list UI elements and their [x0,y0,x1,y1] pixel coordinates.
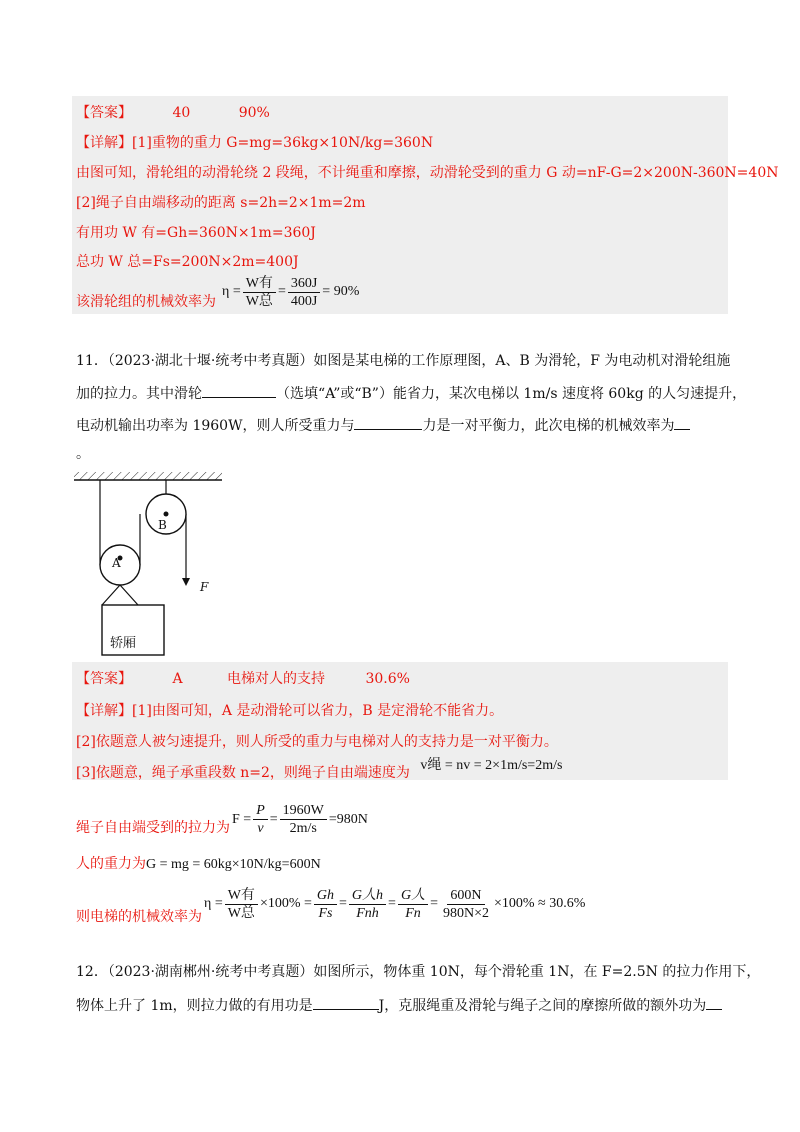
q11-answer-row [76,668,410,688]
pulley-a-label: A [112,556,121,570]
detail-label: 【详解】 [76,703,132,719]
q11-stem-line-3: 电动机输出功率为 1960W，则人所受重力与 力是一对平衡力，此次电梯的机械效率为 [76,415,690,435]
answer-blank [674,415,690,430]
eta-den-value: 400J [290,293,318,309]
q11-stem-line-1: 11．（2023·湖北十堰·统考中考真题）如图是某电梯的工作原理图，A、B 为滑轮，F 为电动机对滑轮组施 [76,353,731,369]
eff-fraction-5: $\frac{600N}{980N\times 2}$ [442,887,489,921]
eta-fraction-values [288,275,320,310]
detail-label: 【详解】 [76,135,132,151]
efficiency-prefix: 该滑轮组的机械效率为 [76,294,216,310]
eta-symbol: η = [222,284,241,299]
answer-value-2: 电梯对人的支持 [227,671,326,687]
power-value-fraction: $\frac{1960W}{2m/s}$ [280,802,327,837]
eff-fraction-2: $\frac{Gh}{Fs}$ [314,887,337,922]
elevator-pulley-diagram [72,470,232,660]
q10-detail-line-1 [76,132,433,152]
answer-blank [313,995,379,1010]
hanger-left [102,585,120,605]
ceiling-hatch [74,472,222,480]
answer-blank [354,415,422,430]
eff-fraction-1: $\frac{\text{W有}}{\text{W总}}$ [225,887,258,922]
person-weight-equation: G = mg = 60kg×10N/kg=600N [146,857,321,872]
q12-stem-line-2: 物体上升了 1m，则拉力做的有用功是 J，克服绳重及滑轮与绳子之间的摩擦所做的额外功为 [76,995,722,1015]
answer-value-2: 90% [238,105,270,121]
pulley-b-label: B [158,518,167,532]
eta-num-work: W有 [243,275,276,293]
pulley-b-axle [164,512,169,517]
q11-detail-line-6: 则电梯的机械效率为 η = $\frac{\text{W有}}{\text{W总}}$ ×100% = $\frac{Gh}{Fs}$ = $\frac{\text{G人h}}{\text{Fnh}}$ = $\frac{\text{G人}}{Fn}$ = $\frac{600N}{980N\times 2}$ ×100% ≈ 30.6% [76,887,586,925]
q11-detail-line-1: 【详解】[1]由图可知，A 是动滑轮可以省力，B 是定滑轮不能省力。 [76,703,504,719]
eff-fraction-3: $\frac{\text{G人h}}{\text{Fnh}}$ [349,887,386,922]
answer-value-1: 40 [172,105,191,121]
eta-den-work: W总 [245,293,273,309]
answer-label: 【答案】 [76,671,132,687]
detail-text: [1]重物的重力 G=mg=36kg×10N/kg=360N [132,135,434,151]
q10-answer-row [76,102,270,122]
answer-value-1: A [172,671,183,687]
eta-fraction-work [243,275,276,310]
force-label: F [200,580,209,594]
force-arrow-head [182,578,190,586]
cabin-label: 轿厢 [110,636,137,651]
answer-blank [706,995,722,1010]
q10-detail-line-5: 总功 W 总=Fs=200N×2m=400J [76,254,299,270]
eta-num-value: 360J [288,275,320,293]
answer-blank [202,383,276,398]
q10-detail-line-4: 有用功 W 有=Gh=360N×1m=360J [76,225,316,241]
q12-stem-line-1: 12．（2023·湖南郴州·统考中考真题）如图所示，物体重 10N，每个滑轮重 1N，在 F=2.5N 的拉力作用下， [76,964,761,980]
q11-detail-line-3: [3]依题意，绳子承重段数 n=2，则绳子自由端速度为 v绳 = nv = 2×1m/s=2m/s [76,758,563,781]
eff-fraction-4: $\frac{\text{G人}}{Fn}$ [398,887,428,922]
q10-efficiency-line: 该滑轮组的机械效率为 η = $\frac{\text{W有}}{\text{W总}}$ = $\frac{360J}{400J}$ = 90% [76,275,360,310]
eta-result: = 90% [322,284,360,299]
power-over-speed-fraction: $\frac{P}{v}$ [253,802,268,837]
rope-speed-equation: v绳 = nv = 2×1m/s=2m/s [420,758,563,773]
q11-stem-line-2: 加的拉力。其中滑轮 （选填“A”或“B”）能省力，某次电梯以 1m/s 速度将 60kg 的人匀速提升， [76,383,746,403]
q10-detail-line-2: 由图可知，滑轮组的动滑轮绕 2 段绳，不计绳重和摩擦，动滑轮受到的重力 G 动=nF-G=2×200N-360N=40N [76,165,779,181]
q11-detail-line-2: [2]依题意人被匀速提升，则人所受的重力与电梯对人的支持力是一对平衡力。 [76,734,558,750]
hanger-right [120,585,138,605]
q11-detail-line-4: 绳子自由端受到的拉力为 F = $\frac{P}{v}$ = $\frac{1960W}{2m/s}$ =980N [76,803,368,836]
answer-label: 【答案】 [76,105,132,121]
q11-detail-line-5: 人的重力为G = mg = 60kg×10N/kg=600N [76,856,321,872]
q10-detail-line-3: [2]绳子自由端移动的距离 s=2h=2×1m=2m [76,195,366,211]
q11-stem-line-4: 。 [76,446,90,462]
answer-value-3: 30.6% [365,671,410,687]
